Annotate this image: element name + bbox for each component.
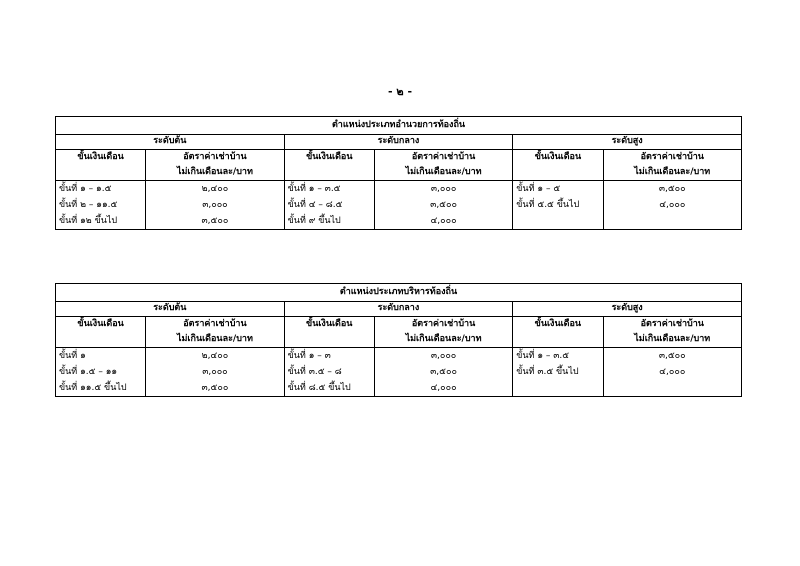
column-header-step: ขั้นเงินเดือน — [284, 150, 374, 181]
rate-list: ๒,๔๐๐ ๓,๐๐๐ ๓,๕๐๐ — [146, 348, 284, 397]
column-header-rate: อัตราค่าเช่าบ้าน ไม่เกินเดือนละ/บาท — [146, 317, 284, 348]
level-header-upper: ระดับสูง — [513, 135, 742, 150]
table-title: ตำแหน่งประเภทบริหารท้องถิ่น — [56, 284, 742, 302]
level-header-upper: ระดับสูง — [513, 302, 742, 317]
step-list: ขั้นที่ ๑ – ๓.๕ ขั้นที่ ๓.๕ ขึ้นไป — [513, 348, 603, 397]
level-header-middle: ระดับกลาง — [284, 302, 513, 317]
column-header-step: ขั้นเงินเดือน — [513, 150, 603, 181]
column-header-step: ขั้นเงินเดือน — [56, 317, 146, 348]
rate-list: ๒,๔๐๐ ๓,๐๐๐ ๓,๕๐๐ — [146, 181, 284, 230]
column-header-step: ขั้นเงินเดือน — [284, 317, 374, 348]
level-header-middle: ระดับกลาง — [284, 135, 513, 150]
table-row — [56, 348, 742, 397]
table-title: ตำแหน่งประเภทอำนวยการท้องถิ่น — [56, 117, 742, 135]
step-list: ขั้นที่ ๑ – ๓ ขั้นที่ ๓.๕ – ๘ ขั้นที่ ๘.๕ ขึ้นไป — [284, 348, 374, 397]
step-list: ขั้นที่ ๑ – ๕ ขั้นที่ ๕.๕ ขึ้นไป — [513, 181, 603, 230]
column-header-rate: อัตราค่าเช่าบ้าน ไม่เกินเดือนละ/บาท — [603, 317, 742, 348]
step-list: ขั้นที่ ๑ – ๓.๕ ขั้นที่ ๔ – ๘.๕ ขั้นที่ ๙ ขึ้นไป — [284, 181, 374, 230]
rate-list: ๓,๐๐๐ ๓,๕๐๐ ๔,๐๐๐ — [374, 348, 512, 397]
column-header-step: ขั้นเงินเดือน — [56, 150, 146, 181]
table-row — [56, 181, 742, 230]
rate-list: ๓,๕๐๐ ๔,๐๐๐ — [603, 181, 741, 230]
level-header-lower: ระดับต้น — [56, 302, 285, 317]
table-local-administrative-positions — [55, 116, 742, 230]
step-list: ขั้นที่ ๑ – ๑.๕ ขั้นที่ ๒ – ๑๑.๕ ขั้นที่ ๑๒ ขึ้นไป — [56, 181, 146, 230]
column-header-rate: อัตราค่าเช่าบ้าน ไม่เกินเดือนละ/บาท — [374, 150, 512, 181]
step-list: ขั้นที่ ๑ ขั้นที่ ๑.๕ – ๑๑ ขั้นที่ ๑๑.๕ ขึ้นไป — [56, 348, 146, 397]
rate-list: ๓,๐๐๐ ๓,๕๐๐ ๔,๐๐๐ — [374, 181, 512, 230]
column-header-rate: อัตราค่าเช่าบ้าน ไม่เกินเดือนละ/บาท — [374, 317, 512, 348]
column-header-rate: อัตราค่าเช่าบ้าน ไม่เกินเดือนละ/บาท — [603, 150, 741, 181]
page-number: - ๒ - — [387, 85, 413, 98]
rate-list: ๓,๕๐๐ ๔,๐๐๐ — [603, 348, 742, 397]
table-local-executive-positions — [55, 283, 742, 397]
column-header-step: ขั้นเงินเดือน — [513, 317, 603, 348]
column-header-rate: อัตราค่าเช่าบ้าน ไม่เกินเดือนละ/บาท — [146, 150, 284, 181]
level-header-lower: ระดับต้น — [56, 135, 285, 150]
